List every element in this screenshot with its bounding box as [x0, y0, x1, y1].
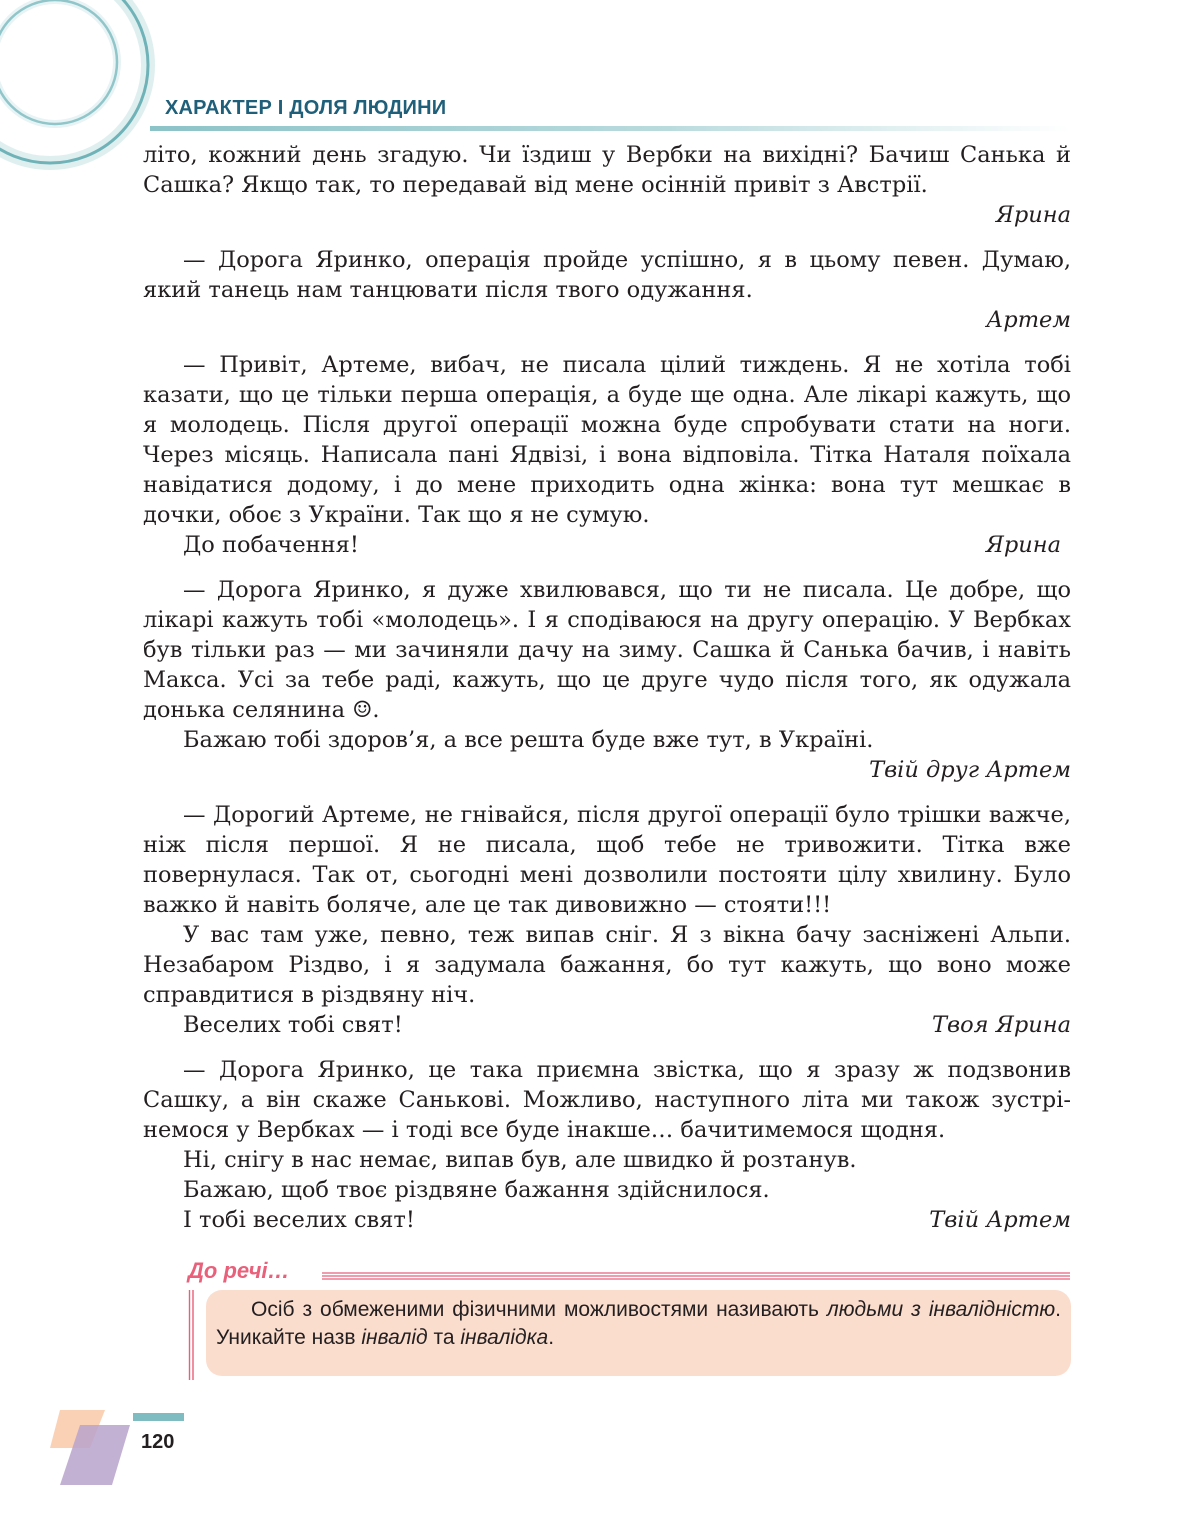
letter-6-line-2: Ні, снігу в нас немає, випав був, але швидко й розтанув.: [183, 1147, 857, 1173]
header-rule: [150, 126, 1070, 131]
letter-6-text: — Дорога Яринко, це така приємна звістка, що я зразу ж подзвонив Сашку, а він скаже Санькові. Можливо, наступного літа ми також зустрінемося у Вербках — і тоді все буде інакше… бачитимемося щодня.: [143, 1057, 1071, 1143]
letter-4-text: — Дорога Яринко, я дуже хвилювався, що ти не писала. Це добре, що лікарі кажуть тобі «молодець». І я сподіваюся на другу операцію. У Вербках був тільки раз — ми зачиняли дачу на зиму. Сашка й Санька бачив, і навіть Макса. Усі за тебе раді, кажуть, що це друге чудо після того, як одужала донька селянина ☺.: [143, 577, 1071, 723]
spacer: [143, 230, 1071, 245]
letter-4-signature: Твій друг Артем: [869, 757, 1071, 783]
letter-6-signature: Твій Артем: [929, 1207, 1071, 1233]
letter-2-text: — Дорога Яринко, операція пройде успішно, я в цьому певен. Думаю, який танець нам танцювати після твого одужання.: [143, 247, 1071, 303]
note-text: [216, 1296, 1061, 1352]
letter-6-closing-row: [143, 1205, 1071, 1235]
note-term-2: інвалід: [361, 1326, 428, 1349]
letter-1-line-2: Сашка? Якщо так, то передавай від мене осінній привіт з Австрії.: [143, 172, 928, 198]
note-text-part-3: та: [427, 1326, 461, 1349]
note-side-bar: [188, 1290, 195, 1380]
letter-3-closing-row: [143, 530, 1071, 560]
spacer: [143, 1040, 1071, 1055]
letter-6-closing: І тобі веселих свят!: [183, 1207, 415, 1233]
note-text-part-2: . Уникайте назв: [216, 1298, 1061, 1349]
note-text-part-4: .: [548, 1326, 555, 1349]
spacer: [143, 785, 1071, 800]
letter-5-text: — Дорогий Артеме, не гнівайся, після другої операції було трішки важче, ніж після першої. Я не писала, щоб тебе не тривожити. Тітка вже повернулася. Так от, сьогодні мені дозволили постояти цілу хвилину. Було важко й навіть боляче, але це так дивовижно — стояти!!!: [143, 802, 1071, 918]
spacer: [143, 335, 1071, 350]
note-divider: [322, 1272, 1070, 1280]
letter-5-signature: Твоя Ярина: [932, 1012, 1071, 1038]
letter-3-signature: Ярина: [985, 532, 1061, 558]
letter-5-closing: Веселих тобі свят!: [183, 1012, 403, 1038]
letter-4-closing: Бажаю тобі здоров’я, а все решта буде вже тут, в Україні.: [183, 727, 874, 753]
note-label: До речі…: [188, 1258, 290, 1283]
note-box: [206, 1290, 1071, 1376]
letter-1-signature: Ярина: [995, 202, 1071, 228]
letter-1-line-1: літо, кожний день згадую. Чи їздиш у Вербки на вихідні? Бачиш Санька й: [143, 142, 1071, 168]
letter-6-line-3: Бажаю, щоб твоє різдвяне бажання здійснилося.: [183, 1177, 770, 1203]
letter-5-text-2: У вас там уже, певно, теж випав сніг. Я з вікна бачу засніжені Альпи. Незабаром Різдво, і я задумала бажання, бо тут кажуть, що воно може справдитися в різдвяну ніч.: [143, 922, 1071, 1008]
letter-3-closing: До побачення!: [183, 532, 359, 558]
spacer: [143, 560, 1071, 575]
letter-5-closing-row: [143, 1010, 1071, 1040]
letters-body: [143, 140, 1071, 1235]
section-title: ХАРАКТЕР І ДОЛЯ ЛЮДИНИ: [165, 97, 447, 119]
page-number: 120: [141, 1431, 175, 1453]
note-term-1: людьми з інвалідністю: [826, 1298, 1056, 1321]
letter-3-text: — Привіт, Артеме, вибач, не писала цілий тиждень. Я не хотіла тобі казати, що це тільки перша операція, а буде ще одна. Але лікарі кажуть, що я молодець. Після другої операції можна буде спробувати стати на ноги. Через місяць. Написала пані Ядвізі, і вона відповіла. Тітка Наталя поїхала навідатися додому, і до мене приходить одна жінка: вона тут мешкає в дочки, обоє з України. Так що я не сумую.: [143, 352, 1071, 528]
letter-2-signature: Артем: [986, 307, 1071, 333]
note-text-part-1: Осіб з обмеженими фізичними можливостями називають: [251, 1298, 827, 1321]
note-term-3: інвалідка: [460, 1326, 549, 1349]
